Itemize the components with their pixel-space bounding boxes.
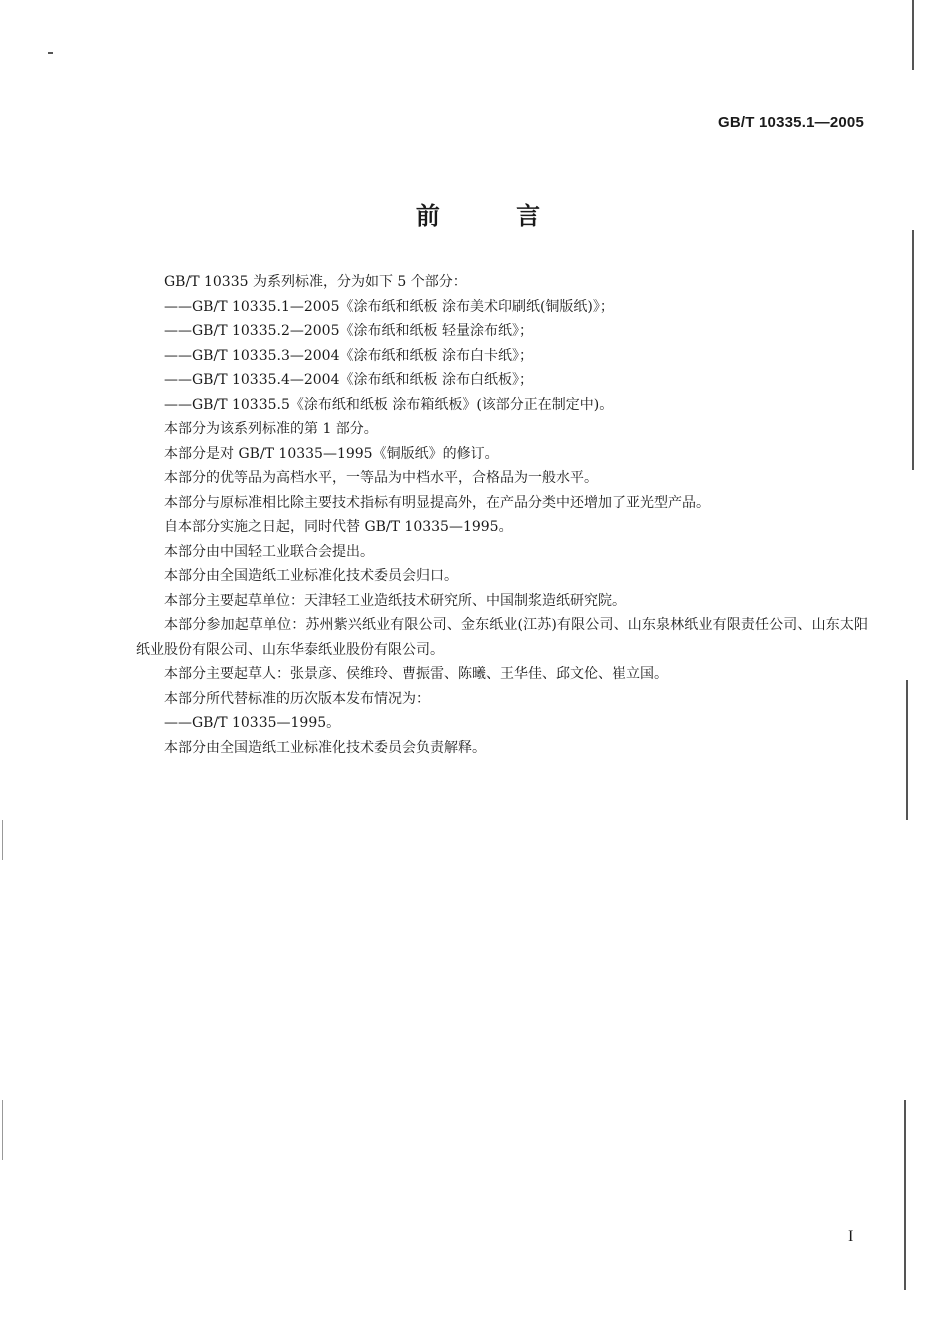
scan-artifact <box>906 680 908 820</box>
paragraph: 本部分的优等品为高档水平，一等品为中档水平，合格品为一般水平。 <box>164 470 598 486</box>
paragraph: 本部分由中国轻工业联合会提出。 <box>164 543 374 560</box>
paragraph: 本部分由全国造纸工业标准化技术委员会归口。 <box>164 568 458 584</box>
list-item: ——GB/T 10335.4—2004《涂布纸和纸板 涂布白纸板》； <box>164 372 533 388</box>
list-item: ——GB/T 10335.2—2005《涂布纸和纸板 轻量涂布纸》； <box>164 323 533 339</box>
page-number: I <box>848 1228 854 1245</box>
standard-code: GB/T 10335.1—2005 <box>718 114 864 131</box>
paragraph: 本部分所代替标准的历次版本发布情况为： <box>164 690 430 707</box>
foreword-body <box>136 270 868 760</box>
scan-artifact <box>912 230 914 470</box>
paragraph: 本部分是对 GB/T 10335—1995《铜版纸》的修订。 <box>164 445 499 462</box>
scan-artifact <box>904 1100 906 1290</box>
list-item: ——GB/T 10335.3—2004《涂布纸和纸板 涂布白卡纸》； <box>164 347 533 364</box>
scan-artifact <box>912 0 914 70</box>
list-item: ——GB/T 10335.5《涂布纸和纸板 涂布箱纸板》(该部分正在制定中)。 <box>164 396 614 413</box>
page-title: 前 言 <box>415 202 575 230</box>
paragraph: 本部分主要起草人：张景彦、侯维玲、曹振雷、陈曦、王华佳、邱文伦、崔立国。 <box>164 666 668 682</box>
scan-artifact <box>48 52 53 54</box>
paragraph: 本部分与原标准相比除主要技术指标有明显提高外，在产品分类中还增加了亚光型产品。 <box>164 494 710 511</box>
scan-artifact <box>2 1100 3 1160</box>
paragraph: 本部分为该系列标准的第 1 部分。 <box>164 421 378 437</box>
paragraph: 本部分主要起草单位：天津轻工业造纸技术研究所、中国制浆造纸研究院。 <box>164 592 626 609</box>
list-item: ——GB/T 10335—1995。 <box>164 715 341 731</box>
paragraph: GB/T 10335 为系列标准，分为如下 5 个部分： <box>164 274 467 290</box>
scan-artifact <box>2 820 3 860</box>
paragraph: 本部分由全国造纸工业标准化技术委员会负责解释。 <box>164 739 486 756</box>
paragraph: 自本部分实施之日起，同时代替 GB/T 10335—1995。 <box>164 519 513 535</box>
list-item: ——GB/T 10335.1—2005《涂布纸和纸板 涂布美术印刷纸(铜版纸)》； <box>164 298 614 315</box>
paragraph: 本部分参加起草单位：苏州紫兴纸业有限公司、金东纸业(江苏)有限公司、山东泉林纸业有限责任公司、山东太阳纸业股份有限公司、山东华泰纸业股份有限公司。 <box>136 617 868 658</box>
